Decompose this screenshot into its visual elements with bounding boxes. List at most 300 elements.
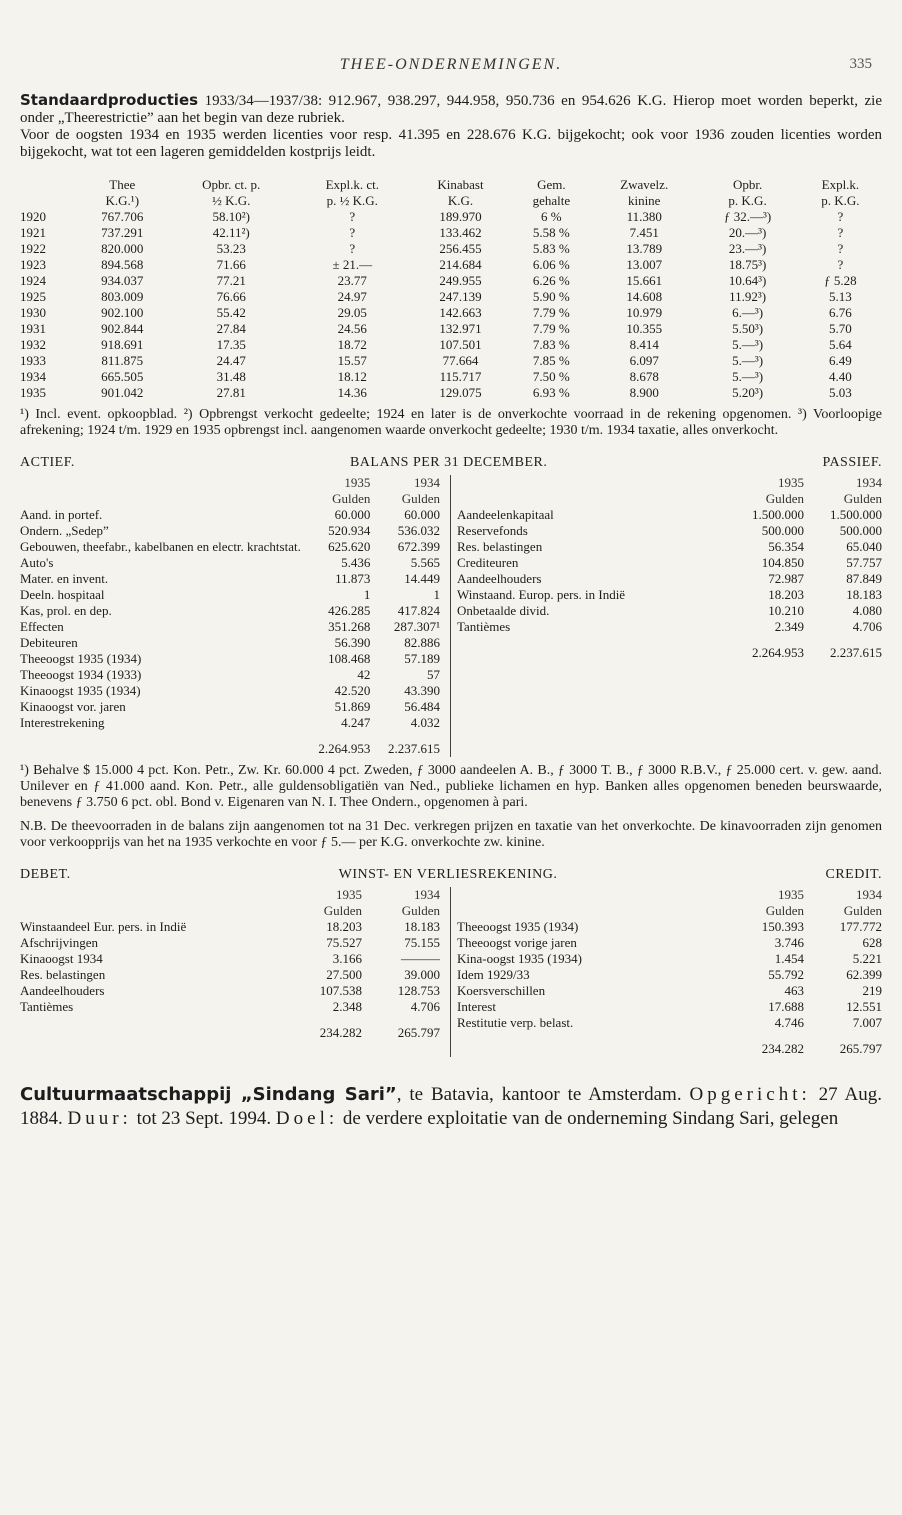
ledger-row — [457, 619, 882, 635]
spacer-cell — [20, 903, 284, 919]
table-cell: 71.66 — [216, 257, 246, 272]
table-cell: 5.—³) — [732, 337, 764, 352]
spacer-cell — [457, 635, 726, 661]
table-cell: 129.075 — [439, 385, 482, 400]
table-cell: 5.90 % — [532, 289, 570, 304]
running-head — [20, 48, 882, 78]
company-entry — [20, 1083, 882, 1131]
ledger-label: Gebouwen, theefabr., kabelbanen en electr. krachtstat. — [20, 539, 301, 554]
ledger-label: Winstaandeel Eur. pers. in Indië — [20, 919, 187, 934]
table-cell: 18.72 — [337, 337, 367, 352]
ledger-row — [20, 555, 440, 571]
table-cell: 5.20³) — [732, 385, 764, 400]
table-cell: 17.35 — [216, 337, 246, 352]
table-cell: 249.955 — [439, 273, 482, 288]
pnl-credit — [451, 887, 882, 1057]
ledger-label: Restitutie verp. belast. — [457, 1015, 574, 1030]
ledger-row — [20, 635, 440, 651]
table-cell: 1933 — [20, 353, 46, 368]
year-header-row — [457, 475, 882, 491]
table-cell: ± 21.— — [332, 257, 373, 272]
ledger-value-current: 1.454 — [774, 951, 804, 966]
table-cell: 5.58 % — [532, 225, 570, 240]
ledger-value-current: 17.688 — [768, 999, 804, 1014]
ledger-value-current: 4.247 — [341, 715, 371, 730]
ledger-label: Ondern. „Sedep” — [20, 523, 109, 538]
table-cell: 7.451 — [629, 225, 659, 240]
ledger-value-current: 107.538 — [319, 983, 362, 998]
table-cell: 1932 — [20, 337, 46, 352]
ledger-row — [20, 967, 440, 983]
ledger-label: Auto's — [20, 555, 54, 570]
column-header: Expl.k. — [821, 177, 860, 192]
ledger-label: Effecten — [20, 619, 64, 634]
table-cell: 27.81 — [216, 385, 246, 400]
ledger-label: Kina-oogst 1935 (1934) — [457, 951, 582, 966]
table-cell: 1920 — [20, 209, 46, 224]
ledger-value-current: 2.349 — [774, 619, 804, 634]
ledger-label: Aandeelenkapitaal — [457, 507, 554, 522]
ledger-label: Res. belastingen — [20, 967, 106, 982]
ledger-value-current: 42.520 — [334, 683, 371, 698]
ledger-label: Kinaoogst vor. jaren — [20, 699, 126, 714]
table-cell: 18.12 — [337, 369, 367, 384]
intro-line-1: 1933/34—1937/38: 912.967, 938.297, 944.958, 950.736 en 954.626 K.G. Hierop moet worden beperkt, zie onder „Theerestrictie” aan het begin van deze rubriek. — [20, 93, 882, 126]
table-cell: 5.13 — [829, 289, 852, 304]
ledger-label: Kinaoogst 1935 (1934) — [20, 683, 141, 698]
ledger-value-previous: 12.551 — [846, 999, 882, 1014]
table-cell: 18.75³) — [728, 257, 767, 272]
ledger-value-current: 56.354 — [768, 539, 804, 554]
table-cell: 7.85 % — [532, 353, 570, 368]
table-cell: 6.93 % — [532, 385, 570, 400]
pnl-left-title: DEBET. — [20, 867, 71, 882]
ledger-label: Koersverschillen — [457, 983, 546, 998]
table-cell: 29.05 — [337, 305, 367, 320]
table-cell: 132.971 — [439, 321, 482, 336]
ledger-row — [20, 699, 440, 715]
ledger-row — [20, 951, 440, 967]
table-cell: 6 % — [541, 209, 562, 224]
ledger-row — [457, 603, 882, 619]
ledger-value-current: 5.436 — [341, 555, 371, 570]
ledger-value-current: 11.873 — [335, 571, 371, 586]
table-row — [20, 257, 882, 273]
ledger-row — [20, 619, 440, 635]
unit-header: Gulden — [323, 903, 362, 918]
ledger-row — [457, 507, 882, 523]
table-cell: 894.568 — [101, 257, 144, 272]
column-header: p. K.G. — [821, 193, 860, 208]
table-cell: 23.77 — [337, 273, 367, 288]
ledger-value-current: 1 — [363, 587, 371, 602]
ledger-label: Res. belastingen — [457, 539, 543, 554]
table-cell: 11.380 — [626, 209, 662, 224]
ledger-value-previous: 1 — [433, 587, 440, 602]
ledger-label: Afschrijvingen — [20, 935, 98, 950]
ledger-value-current: 51.869 — [334, 699, 371, 714]
table-cell: 1930 — [20, 305, 46, 320]
table-cell: 902.844 — [101, 321, 144, 336]
pnl-sheet — [20, 867, 882, 1057]
table-header-row — [20, 177, 882, 193]
total-previous: 265.797 — [839, 1041, 882, 1056]
table-cell: 42.11²) — [212, 225, 250, 240]
ledger-value-previous: 4.706 — [852, 619, 882, 634]
table-cell: 737.291 — [101, 225, 144, 240]
ledger-label: Deeln. hospitaal — [20, 587, 105, 602]
company-name: Cultuurmaatschappij „Sindang Sari” — [20, 1084, 397, 1105]
ledger-value-previous: 7.007 — [852, 1015, 882, 1030]
year-header: 1934 — [414, 887, 440, 902]
column-header: p. ½ K.G. — [326, 193, 378, 208]
ledger-value-previous: 5.221 — [852, 951, 882, 966]
balance-title: BALANS PER 31 DECEMBER. — [349, 455, 548, 470]
spacer-cell — [457, 1031, 726, 1057]
total-row — [20, 1015, 440, 1041]
unit-header-row — [457, 903, 882, 919]
column-header: Opbr. ct. p. — [202, 177, 261, 192]
table-cell: 77.664 — [442, 353, 479, 368]
column-header: Gem. — [537, 177, 566, 192]
unit-header: Gulden — [843, 903, 882, 918]
company-location: , te Batavia, kantoor te Amsterdam. — [396, 1084, 690, 1105]
ledger-row — [20, 507, 440, 523]
table-cell: 1934 — [20, 369, 46, 384]
ledger-row — [20, 667, 440, 683]
label-duur: Duur: — [67, 1108, 132, 1129]
table-cell: 15.57 — [337, 353, 367, 368]
table-cell: 803.009 — [101, 289, 144, 304]
table-cell: 1925 — [20, 289, 46, 304]
ledger-value-previous: 39.000 — [404, 967, 440, 982]
ledger-label: Tantièmes — [457, 619, 511, 634]
table-cell: 5.03 — [829, 385, 852, 400]
ledger-label: Onbetaalde divid. — [457, 603, 550, 618]
ledger-label: Aand. in portef. — [20, 507, 103, 522]
table-cell: 6.097 — [629, 353, 659, 368]
table-cell: 189.970 — [439, 209, 482, 224]
ledger-value-previous: 500.000 — [839, 523, 882, 538]
table-cell: 6.26 % — [532, 273, 570, 288]
label-opgericht: Opgericht: — [689, 1084, 811, 1105]
year-header: 1934 — [856, 475, 882, 490]
ledger-label: Interest — [457, 999, 496, 1014]
table-cell: ? — [837, 225, 844, 240]
table-cell: 1935 — [20, 385, 46, 400]
ledger-row — [457, 983, 882, 999]
ledger-row — [457, 967, 882, 983]
spacer-cell — [20, 1015, 284, 1041]
ledger-label: Interestrekening — [20, 715, 105, 730]
table-cell: 901.042 — [101, 385, 144, 400]
table-cell: ƒ 32.—³) — [723, 209, 772, 224]
ledger-label: Debiteuren — [20, 635, 78, 650]
table-cell: ? — [349, 209, 356, 224]
spacer-cell — [20, 475, 301, 491]
total-current: 234.282 — [761, 1041, 804, 1056]
intro-lead: Standaardproducties — [20, 91, 199, 109]
ledger-value-current: 4.746 — [774, 1015, 804, 1030]
total-row — [457, 1031, 882, 1057]
table-row — [20, 321, 882, 337]
year-header: 1935 — [778, 887, 804, 902]
table-cell: 1923 — [20, 257, 46, 272]
pnl-right-title: CREDIT. — [825, 867, 882, 882]
column-header — [20, 177, 76, 193]
ledger-row — [20, 651, 440, 667]
table-cell: 10.979 — [626, 305, 663, 320]
ledger-label: Tantièmes — [20, 999, 74, 1014]
ledger-row — [20, 935, 440, 951]
table-cell: ? — [349, 225, 356, 240]
table-cell: ƒ 5.28 — [824, 273, 857, 288]
spacer-cell — [457, 475, 726, 491]
table-cell: 7.50 % — [532, 369, 570, 384]
ledger-row — [20, 715, 440, 731]
table-row — [20, 385, 882, 401]
column-header: Kinabast — [437, 177, 484, 192]
ledger-value-previous: 1.500.000 — [830, 507, 882, 522]
table-cell: ? — [837, 257, 844, 272]
table-row — [20, 305, 882, 321]
table-cell: 11.92³) — [729, 289, 767, 304]
ledger-value-current: 3.746 — [774, 935, 804, 950]
table-cell: 1924 — [20, 273, 46, 288]
ledger-value-previous: 57.189 — [404, 651, 440, 666]
page-number: 335 — [849, 56, 872, 72]
ledger-value-previous: 287.307¹ — [393, 619, 440, 634]
year-header: 1935 — [344, 475, 371, 490]
ledger-row — [457, 951, 882, 967]
spacer-cell — [457, 903, 726, 919]
table-cell: 142.663 — [439, 305, 482, 320]
ledger-row — [20, 587, 440, 603]
duur-value: tot 23 Sept. 1994. — [131, 1108, 276, 1129]
table-cell: 115.717 — [439, 369, 482, 384]
production-notes: ¹) Incl. event. opkoopblad. ²) Opbrengst verkocht gedeelte; 1924 en later is de onverkochte voorraad in de rekening opgenomen. ³) Voorloopige afrekening; 1924 t/m. 1929 en 1935 opbrengst incl. aangenomen waarde onverkocht gedeelte; 1930 t/m. 1934 taxatie, alles onverkocht. — [20, 407, 882, 438]
spacer-cell — [20, 731, 301, 757]
ledger-label: Winstaand. Europ. pers. in Indië — [457, 587, 626, 602]
table-cell: 133.462 — [439, 225, 482, 240]
intro-paragraph-2: Voor de oogsten 1934 en 1935 werden licenties voor resp. 41.395 en 228.676 K.G. bijgekocht; ook voor 1936 zouden licenties worden bijgekocht, wat tot een lageren gemiddelden kostprijs leidt. — [20, 127, 882, 160]
ledger-value-previous: 4.706 — [410, 999, 440, 1014]
table-row — [20, 273, 882, 289]
table-row — [20, 209, 882, 225]
ledger-label: Aandeelhouders — [457, 571, 542, 586]
table-cell: 13.007 — [626, 257, 663, 272]
total-previous: 2.237.615 — [830, 645, 882, 660]
ledger-value-previous: 4.032 — [410, 715, 440, 730]
table-cell: 20.—³) — [728, 225, 767, 240]
balance-assets — [20, 475, 451, 757]
ledger-value-current: 520.934 — [328, 523, 371, 538]
pnl-header — [20, 867, 882, 883]
ledger-value-current: 42 — [357, 667, 371, 682]
label-doel: Doel: — [275, 1108, 339, 1129]
table-cell: 31.48 — [216, 369, 246, 384]
ledger-value-current: 27.500 — [326, 967, 362, 982]
table-cell: 5.—³) — [732, 353, 764, 368]
table-cell: 107.501 — [439, 337, 482, 352]
table-row — [20, 369, 882, 385]
balance-note: N.B. De theevoorraden in de balans zijn aangenomen tot na 31 Dec. verkregen prijzen en taxatie van het onverkochte. De kinavoorraden zijn genomen voor verkoopprijs van het na 1935 verkochte en voor ƒ 5.— per K.G. onverkochte zw. kinine. — [20, 819, 882, 850]
table-cell: 5.83 % — [532, 241, 570, 256]
year-header: 1935 — [778, 475, 804, 490]
total-current: 234.282 — [319, 1025, 362, 1040]
ledger-value-current: 426.285 — [328, 603, 371, 618]
spacer-cell — [457, 887, 726, 903]
doel-value: de verdere exploitatie van de onderneming Sindang Sari, gelegen — [338, 1108, 839, 1129]
table-cell: 6.06 % — [532, 257, 570, 272]
table-cell: 58.10²) — [212, 209, 250, 224]
ledger-value-current: 75.527 — [326, 935, 362, 950]
balance-left-title: ACTIEF. — [20, 455, 75, 470]
table-cell: 811.875 — [101, 353, 144, 368]
ledger-value-current: 2.348 — [332, 999, 362, 1014]
table-cell: 5.64 — [829, 337, 852, 352]
intro-paragraph-1 — [20, 92, 882, 127]
table-cell: 247.139 — [439, 289, 482, 304]
table-cell: 5.50³) — [732, 321, 764, 336]
total-previous: 265.797 — [397, 1025, 440, 1040]
table-cell: 6.49 — [829, 353, 852, 368]
intro — [20, 92, 882, 161]
table-cell: ? — [837, 209, 844, 224]
ledger-value-current: 625.620 — [328, 539, 371, 554]
balance-liabilities — [451, 475, 882, 757]
unit-header-row — [457, 491, 882, 507]
table-cell: 8.900 — [629, 385, 659, 400]
column-header: Thee — [109, 177, 136, 192]
ledger-row — [457, 935, 882, 951]
ledger-row — [457, 999, 882, 1015]
ledger-value-current: 108.468 — [328, 651, 371, 666]
ledger-label: Theeoogst 1934 (1933) — [20, 667, 142, 682]
ledger-row — [457, 587, 882, 603]
ledger-row — [20, 983, 440, 999]
table-cell: 8.678 — [629, 369, 659, 384]
table-cell: 665.505 — [101, 369, 144, 384]
ledger-value-previous: 43.390 — [404, 683, 440, 698]
ledger-label: Theeoogst vorige jaren — [457, 935, 577, 950]
ledger-value-previous: 56.484 — [404, 699, 440, 714]
ledger-value-current: 18.203 — [768, 587, 804, 602]
ledger-row — [20, 571, 440, 587]
table-row — [20, 289, 882, 305]
ledger-row — [457, 539, 882, 555]
ledger-value-current: 72.987 — [768, 571, 804, 586]
table-cell: 77.21 — [216, 273, 246, 288]
ledger-value-previous: 60.000 — [404, 507, 440, 522]
ledger-label: Aandeelhouders — [20, 983, 105, 998]
ledger-label: Kas, prol. en dep. — [20, 603, 112, 618]
total-current: 2.264.953 — [318, 741, 371, 756]
table-cell: 6.—³) — [732, 305, 764, 320]
balance-right-title: PASSIEF. — [822, 455, 882, 470]
ledger-value-previous: 18.183 — [404, 919, 440, 934]
ledger-value-current: 18.203 — [326, 919, 362, 934]
table-row — [20, 241, 882, 257]
unit-header: Gulden — [332, 491, 371, 506]
table-cell: ? — [349, 241, 356, 256]
table-cell: ? — [837, 241, 844, 256]
ledger-value-previous: 14.449 — [404, 571, 440, 586]
year-header-row — [20, 475, 440, 491]
spacer-cell — [20, 491, 301, 507]
column-header: p. K.G. — [728, 193, 767, 208]
table-cell: 767.706 — [101, 209, 144, 224]
ledger-value-current: 1.500.000 — [752, 507, 804, 522]
ledger-value-previous: 57 — [427, 667, 440, 682]
table-cell: 4.40 — [829, 369, 852, 384]
table-row — [20, 337, 882, 353]
table-cell: 918.691 — [101, 337, 144, 352]
ledger-value-current: 150.393 — [761, 919, 804, 934]
unit-header-row — [20, 491, 440, 507]
table-header-row — [20, 193, 882, 209]
ledger-row — [20, 603, 440, 619]
ledger-label: Mater. en invent. — [20, 571, 109, 586]
table-cell: 1922 — [20, 241, 46, 256]
ledger-value-previous: 87.849 — [846, 571, 882, 586]
balance-header — [20, 455, 882, 471]
table-cell: 5.70 — [829, 321, 852, 336]
ledger-value-current: 55.792 — [768, 967, 804, 982]
table-cell: 14.36 — [337, 385, 367, 400]
table-cell: 7.83 % — [532, 337, 570, 352]
ledger-value-previous: 128.753 — [397, 983, 440, 998]
ledger-value-previous: 62.399 — [846, 967, 882, 982]
column-header — [20, 193, 76, 209]
ledger-row — [457, 1015, 882, 1031]
pnl-debit — [20, 887, 451, 1057]
table-cell: 820.000 — [101, 241, 144, 256]
column-header: K.G. — [447, 193, 474, 208]
ledger-row — [20, 999, 440, 1015]
column-header: Zwavelz. — [620, 177, 669, 192]
ledger-row — [457, 919, 882, 935]
ledger-row — [20, 683, 440, 699]
table-cell: 6.76 — [829, 305, 852, 320]
ledger-value-current: 463 — [784, 983, 804, 998]
unit-header: Gulden — [401, 491, 440, 506]
ledger-value-current: 10.210 — [768, 603, 804, 618]
ledger-value-previous: 177.772 — [839, 919, 882, 934]
year-header-row — [457, 887, 882, 903]
column-header: K.G.¹) — [105, 193, 140, 208]
spacer-cell — [457, 491, 726, 507]
ledger-row — [20, 919, 440, 935]
unit-header: Gulden — [765, 903, 804, 918]
table-cell: 76.66 — [216, 289, 246, 304]
table-cell: 214.684 — [439, 257, 482, 272]
total-row — [457, 635, 882, 661]
table-cell: 27.84 — [216, 321, 246, 336]
column-header: ½ K.G. — [212, 193, 251, 208]
balance-sheet — [20, 455, 882, 851]
total-row — [20, 731, 440, 757]
table-cell: 15.661 — [626, 273, 663, 288]
table-cell: 23.—³) — [728, 241, 767, 256]
running-title: THEE-ONDERNEMINGEN. — [339, 56, 563, 73]
table-cell: 7.79 % — [532, 321, 570, 336]
column-header: kinine — [627, 193, 661, 208]
ledger-value-current: 104.850 — [761, 555, 804, 570]
ledger-value-previous: 57.757 — [846, 555, 882, 570]
ledger-label: Kinaoogst 1934 — [20, 951, 103, 966]
ledger-value-current: 60.000 — [334, 507, 371, 522]
